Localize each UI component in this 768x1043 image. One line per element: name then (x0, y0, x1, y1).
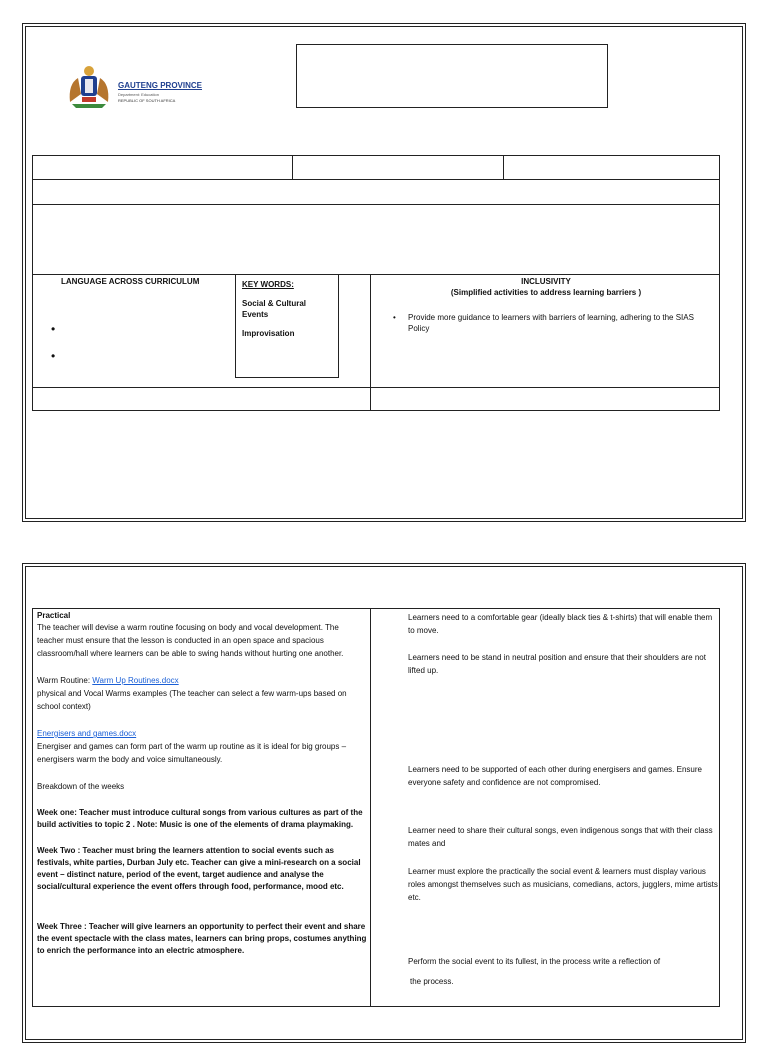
lac-bullet-1: • (51, 322, 56, 336)
header-title-box (296, 44, 608, 108)
week-one-text: Week one: Teacher must introduce cultural songs from various cultures as part of the build activities to topic 2 . Note: Music is one of the elements of drama playmaking. (37, 808, 363, 829)
info-row-1 (32, 155, 720, 180)
right-text-4: Learner need to share their cultural songs, even indigenous songs that with their class mates and (408, 826, 713, 848)
logo-title: GAUTENG PROVINCE (118, 81, 203, 90)
gauteng-logo (64, 64, 204, 110)
breakdown-heading: Breakdown of the weeks (37, 782, 125, 791)
right-text-5: Learner must explore the practically the social event & learners must display various roles amongst themselves such as musicians, comedians, actors, jugglers, mime artists etc. (408, 867, 718, 902)
info-row-5 (32, 387, 720, 411)
keyword-2: Improvisation (242, 329, 295, 338)
activities-divider (370, 609, 371, 1006)
keywords-box (235, 274, 339, 378)
logo-subtitle-1: Department: Education (118, 92, 159, 97)
right-text-7: the process. (410, 977, 454, 986)
inclusivity-title: INCLUSIVITY (521, 277, 571, 286)
right-text-1: Learners need to a comfortable gear (ideally black ties & t-shirts) that will enable them to move. (408, 613, 713, 635)
activities-table (32, 608, 720, 1007)
lac-bullet-2: • (51, 349, 56, 363)
warm-up-routines-link[interactable]: Warm Up Routines.docx (92, 676, 179, 685)
right-text-2: Learners need to be stand in neutral position and ensure that their shoulders are not lifted up. (408, 653, 706, 675)
lesson-details-row (32, 274, 720, 388)
practical-text: The teacher will devise a warm routine focusing on body and vocal development. The teacher must ensure that the lesson is conducted in an open space and spacious classroom/hall where learners can be able to swing hands without hurting one another. (37, 623, 344, 658)
lac-title: LANGUAGE ACROSS CURRICULUM (61, 277, 200, 286)
energisers-text: Energiser and games can form part of the warm up routine as it is ideal for big groups – energisers warm the body and voice simultaneously. (37, 742, 347, 764)
practical-title: Practical (37, 611, 71, 620)
warm-routine-text: physical and Vocal Warms examples (The teacher can select a few warm-ups based on school context) (37, 689, 347, 711)
right-text-3: Learners need to be supported of each other during energisers and games. Ensure everyone safety and confidence are not compromised. (408, 765, 702, 787)
right-text-6: Perform the social event to its fullest, in the process write a reflection of (408, 957, 661, 966)
info-row-2 (32, 179, 720, 205)
activities-left-column (37, 611, 367, 957)
info-row-1-divider-1 (292, 156, 293, 179)
info-row-5-divider (370, 388, 371, 410)
logo-subtitle-2: REPUBLIC OF SOUTH AFRICA (118, 98, 176, 103)
info-row-1-divider-2 (503, 156, 504, 179)
keywords-title: KEY WORDS: (242, 280, 294, 289)
week-three-text: Week Three : Teacher will give learners an opportunity to perfect their event and share the event spectacle with the class mates, learners can bring props, costumes anything to enrich the performance into an electric atmosphere. (37, 922, 367, 955)
coat-of-arms-icon (64, 64, 114, 110)
inclusivity-bullet: • (393, 313, 396, 322)
week-two-text: Week Two : Teacher must bring the learners attention to social events such as festivals, white parties, Durban July etc. Teacher can give a mini-research on a social event – distinct nature, period of the event, target audience and analyse the social/cultural experience the event offers through food, performance, mood etc. (37, 846, 361, 891)
info-row-3 (32, 204, 720, 275)
warm-routine-line (37, 674, 367, 687)
inclusivity-subtitle: (Simplified activities to address learning barriers ) (450, 288, 642, 297)
warm-routine-label: Warm Routine: (37, 676, 93, 685)
energisers-link[interactable]: Energisers and games.docx (37, 729, 137, 738)
keyword-1: Social & Cultural Events (242, 299, 307, 319)
inclusivity-bullet-text: Provide more guidance to learners with barriers of learning, adhering to the SIAS Policy (408, 313, 694, 333)
